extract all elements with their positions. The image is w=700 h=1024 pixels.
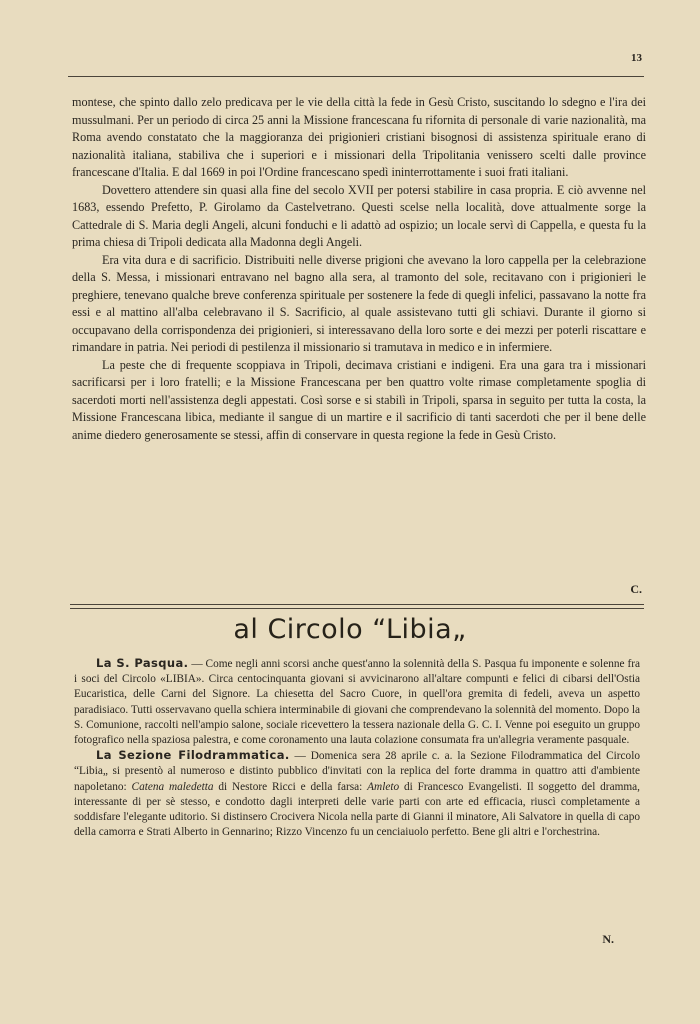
paragraph: Dovettero attendere sin quasi alla fine del secolo XVII per potersi stabilire in casa propria. E ciò avvenne nel 1683, essendo Prefetto, P. Girolamo da Castelvetrano. Questi scelse nella località, dove attualmente sorge la Cattedrale di S. Maria degli Angeli, alcuni fonduchi e li adattò ad ospizio; un locale servì di Cappella, e questa fu la prima chiesa di Tripoli dedicata alla Madonna degli Angeli. [72,182,646,249]
news-item-filodrammatica [74,748,640,840]
page-number: 13 [631,52,642,64]
news-item-text: di Nestore Ricci e della farsa: [213,780,368,793]
article-missione-francescana [72,94,646,444]
play-title: Amleto [367,780,400,793]
section-title: al Circolo “Libia„ [233,614,467,645]
play-title: Catena maledetta [131,780,214,793]
article-circolo-libia [74,656,640,840]
paragraph: La peste che di frequente scoppiava in Tripoli, decimava cristiani e indigeni. Era una gara tra i missionari sacrificarsi per i loro fratelli; e la Missione Francescana per ben quattro volte rimase completamente spoglia di sacerdoti morti nell'assistenza degli appestati. Così sorse e si stabilì in Tripoli, sparsa in seguito per tutta la costa, la Missione Francescana libica, mediante il sangue di un martire e il sacrificio di tanti sacerdoti che per il bene delle anime diedero generosamente se stessi, affin di conservare in questa regione la fede in Gesù Cristo. [72,357,646,442]
section-divider [70,604,644,609]
article-signature: C. [630,582,642,596]
news-item-heading: La S. Pasqua. [96,656,189,670]
news-item-text: — Domenica sera 28 aprile c. a. la Sezione Filodrammatica del Circolo “Libia„ si presentò al numeroso e distinto pubblico d'invitati con la replica del forte dramma in quattro atti d'ambiente napoletano: [74,750,640,793]
news-item-text: — Come negli anni scorsi anche quest'anno la solennità della S. Pasqua fu imponente e solenne fra i soci del Circolo «LIBIA». Circa centocinquanta giovani si avvicinarono all'altare compunti e felici di cibarsi dell'Ostia Eucaristica, delle Carni del Signore. La chiesetta del Sacro Cuore, in quell'ora gremita di fedeli, aveva un aspetto paradisiaco. Tutti osservavano quella schiera interminabile di giovani che comprendevano la solennità del momento. Dopo la S. Comunione, raccolti nell'ampio salone, sociale ricevettero la tessera nazionale della G. C. I. Venne poi eseguito un gruppo fotografico nella spaziosa palestra, e come coronamento una lauta colazione consumata fra un'allegria veramente pasquale. [74,658,640,747]
section-signature: N. [602,932,614,946]
header-rule [68,76,644,77]
news-item-pasqua [74,656,640,748]
paragraph: montese, che spinto dallo zelo predicava per le vie della città la fede in Gesù Cristo, suscitando lo sdegno e l'ira dei mussulmani. Per un periodo di circa 25 anni la Missione francescana fu rifornita di personale di varie nazionalità, ma Roma avendo constatato che la maggioranza dei prigionieri cristiani bisognosi di assistenza spirituale erano di nazionalità italiana, stabiliva che i superiori e i missionari della Tripolitania venissero scelti dalle province francescane d'Italia. E dal 1669 in poi l'Ordine francescano spedì ininterrottamente i suoi frati italiani. [72,95,646,179]
paragraph: Era vita dura e di sacrificio. Distribuiti nelle diverse prigioni che avevano la loro cappella per la celebrazione della S. Messa, i missionari entravano nel bagno alla sera, al tramonto del sole, recitavano con i prigionieri le preghiere, tenevano qualche breve conferenza spirituale per sostenere la fede di quegli infelici, passavano la notte fra essi e al mattino all'alba celebravano il S. Sacrificio, al quale assistevano tutti gli schiavi. Durante il giorno si occupavano della corrispondenza dei prigionieri, si interessavano della loro sorte e dei mezzi per poterli riscattare e rimandare in patria. Nei periodi di pestilenza il missionario si tramutava in medico e in infermiere. [72,252,646,354]
news-item-heading: La Sezione Filodrammatica. [96,748,290,763]
news-item-text: di Francesco Evangelisti. Il soggetto del dramma, interessante di per sè stesso, e condotto dagli interpreti delle varie parti con arte ed efficacia, riuscì completamente a soddisfare l'elegante uditorio. Si distinsero Crocivera Nicola nella parte di Gianni il minatore, Ali Salvatore in quella di capo della camorra e Strati Alberto in Gennarino; Rizzo Vincenzo fu un cenciaiuolo perfetto. Bene gli altri e l'orchestrina. [74,780,640,839]
